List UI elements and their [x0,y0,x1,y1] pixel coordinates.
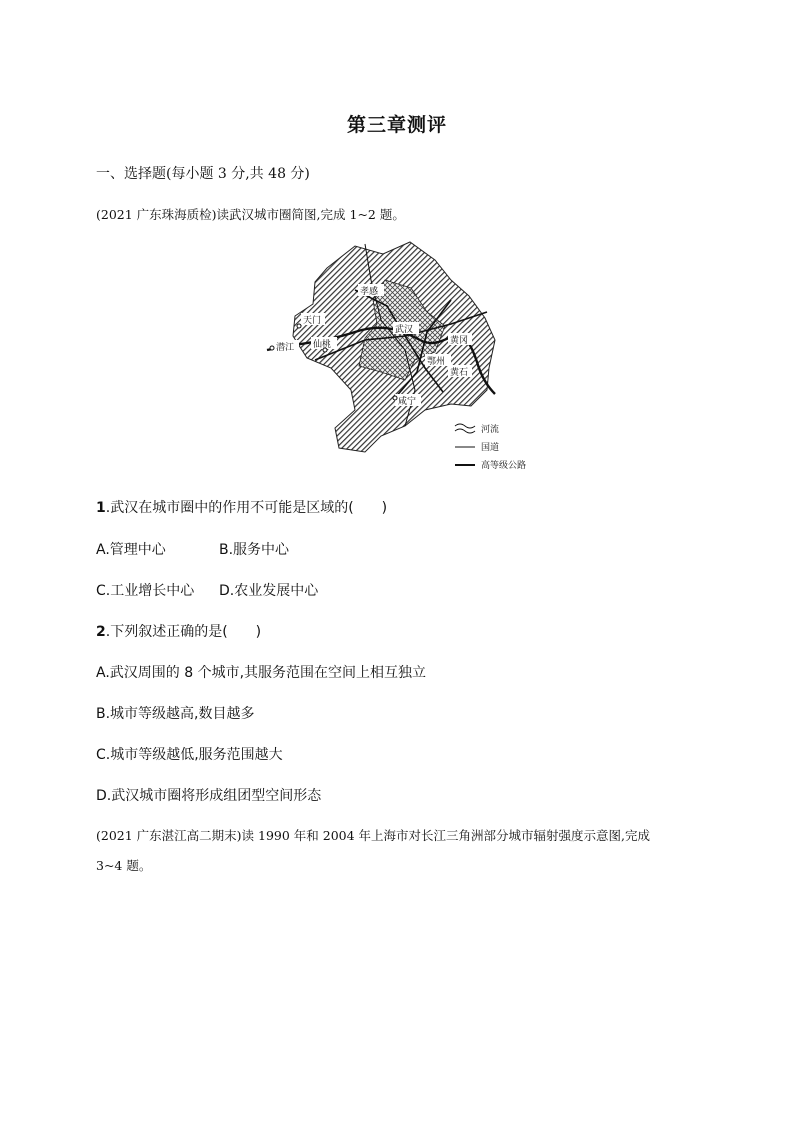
question-2-option-c: C.城市等级越低,服务范围越大 [96,747,283,763]
question-1-stem: 1.武汉在城市圈中的作用不可能是区域的( ) [96,500,388,516]
question-1-option-c: C.工业增长中心 [96,583,195,599]
question-2-option-b: B.城市等级越高,数目越多 [96,706,255,722]
city-label: 咸宁 [398,397,417,407]
city-label: 鄂州 [427,357,446,367]
page-title: 第三章测评 [346,114,447,136]
question-2-stem: 2.下列叙述正确的是( ) [96,624,262,640]
question-1-option-a: A.管理中心 [96,542,166,558]
question-intro-3-4-line1: (2021 广东湛江高二期末)读 1990 年和 2004 年上海市对长江三角洲部分城市辐射强度示意图,完成 [96,828,651,843]
section-heading: 一、选择题(每小题 3 分,共 48 分) [96,166,310,182]
city-label: 黄石 [450,368,469,378]
river-legend-icon [455,424,475,433]
question-intro-3-4-line2: 3~4 题。 [96,858,152,873]
city-label: 仙桃 [313,340,332,350]
question-intro-1-2: (2021 广东珠海质检)读武汉城市圈简图,完成 1~2 题。 [96,207,405,222]
question-2-option-a: A.武汉周围的 8 个城市,其服务范围在空间上相互独立 [96,665,427,681]
city-label: 武汉 [395,325,414,335]
legend-label: 河流 [481,425,500,435]
legend-label: 国道 [481,443,500,453]
question-1-option-b: B.服务中心 [219,542,290,558]
city-label: 黄冈 [450,336,469,346]
legend-label: 高等级公路 [481,461,527,470]
wuhan-city-circle-map [255,240,555,470]
city-label: 潜江 [276,343,295,353]
map-legend [455,423,526,470]
question-2-option-d: D.武汉城市圈将形成组团型空间形态 [96,788,322,804]
city-label: 天门 [303,316,322,326]
city-label: 孝感 [360,287,379,297]
question-1-option-d: D.农业发展中心 [219,583,319,599]
